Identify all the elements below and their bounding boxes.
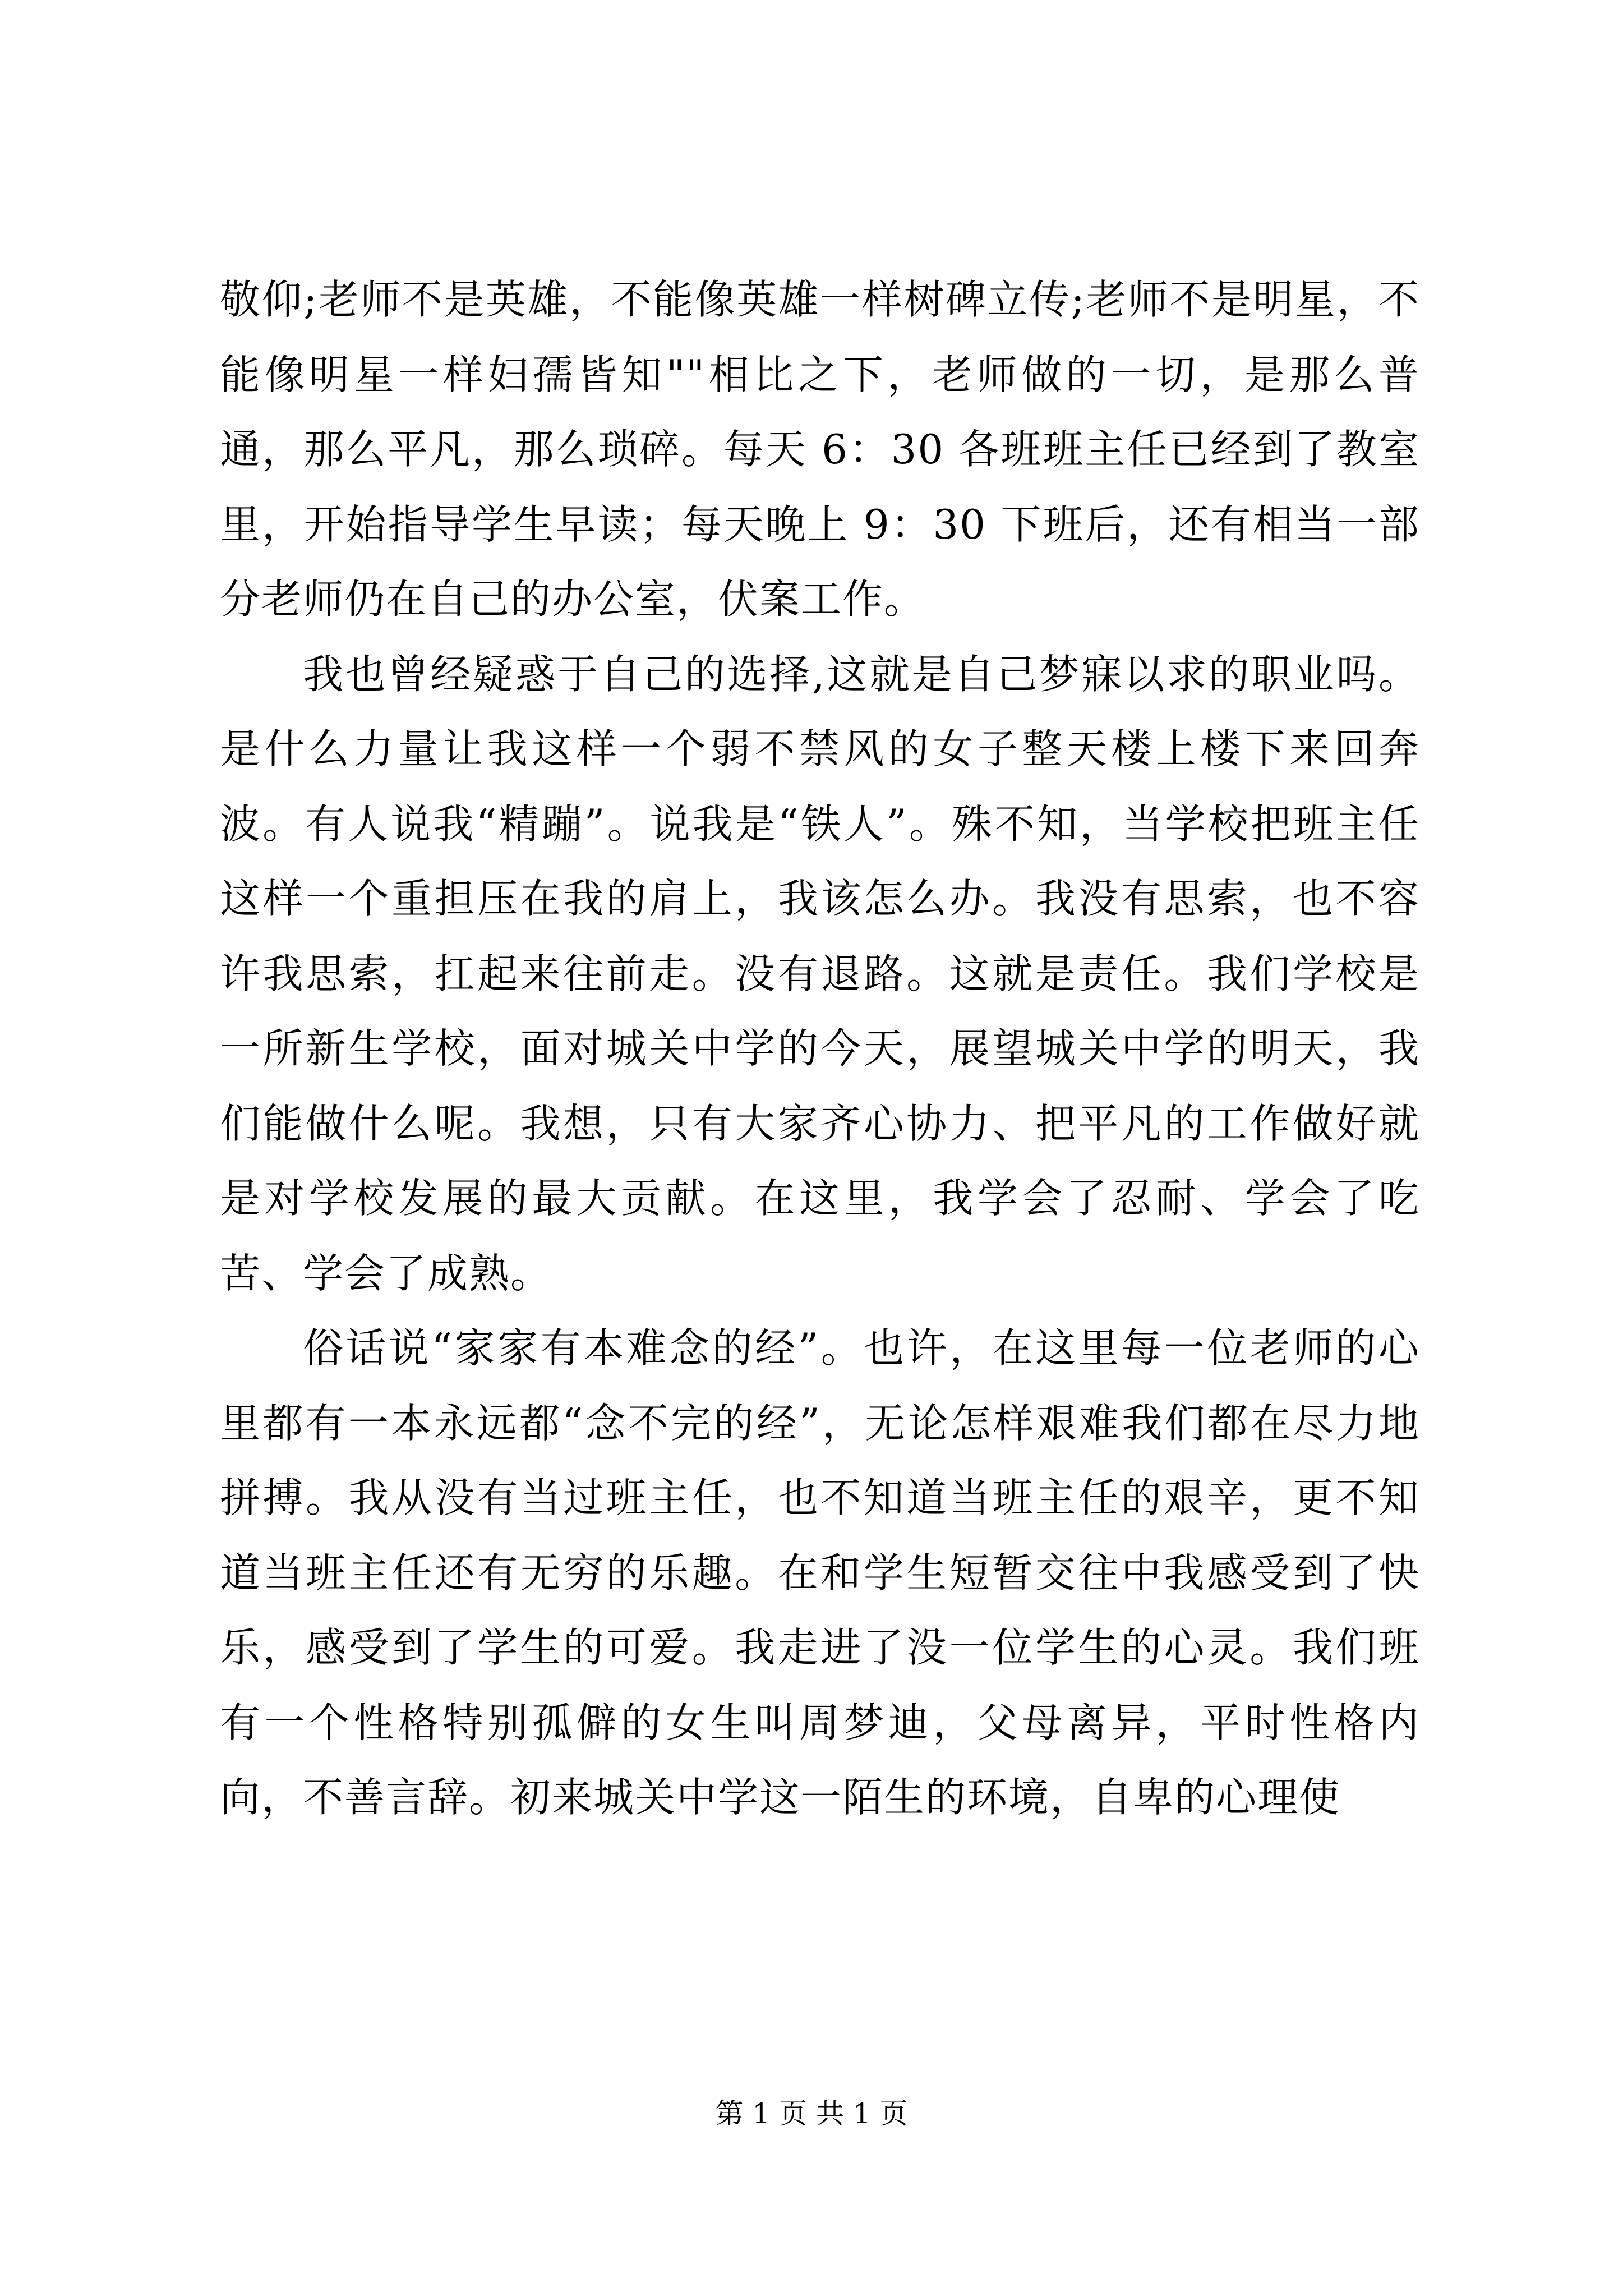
page-footer: 第 1 页 共 1 页 (715, 2097, 908, 2130)
paragraph-3: 俗话说“家家有本难念的经”。也许，在这里每一位老师的心里都有一本永远都“念不完的经”，无论怎样艰难我们都在尽力地拼搏。我从没有当过班主任，也不知道当班主任的艰辛，更不知道当班主任还有无穷的乐趣。在和学生短暂交往中我感受到了快乐，感受到了学生的可爱。我走进了没一位学生的心灵。我们班有一个性格特别孤僻的女生叫周梦迪，父母离异，平时性格内向，不善言辞。初来城关中学这一陌生的环境，自卑的心理使 (220, 1324, 1420, 1821)
paragraph-1: 敬仰;老师不是英雄，不能像英雄一样树碑立传;老师不是明星，不能像明星一样妇孺皆知""相比之下，老师做的一切，是那么普通，那么平凡，那么琐碎。每天 6：30 各班班主任已经到了教室里，开始指导学生早读；每天晚上 9：30 下班后，还有相当一部分老师仍在自己的办公室，伏案工作。 (220, 276, 1420, 623)
document-body (220, 263, 1420, 1835)
paragraph-2: 我也曾经疑惑于自己的选择,这就是自己梦寐以求的职业吗。是什么力量让我这样一个弱不禁风的女子整天楼上楼下来回奔波。有人说我“精蹦”。说我是“铁人”。殊不知，当学校把班主任这样一个重担压在我的肩上，我该怎么办。我没有思索，也不容许我思索，扛起来往前走。没有退路。这就是责任。我们学校是一所新生学校，面对城关中学的今天，展望城关中学的明天，我们能做什么呢。我想，只有大家齐心协力、把平凡的工作做好就是对学校发展的最大贡献。在这里，我学会了忍耐、学会了吃苦、学会了成熟。 (220, 650, 1420, 1297)
